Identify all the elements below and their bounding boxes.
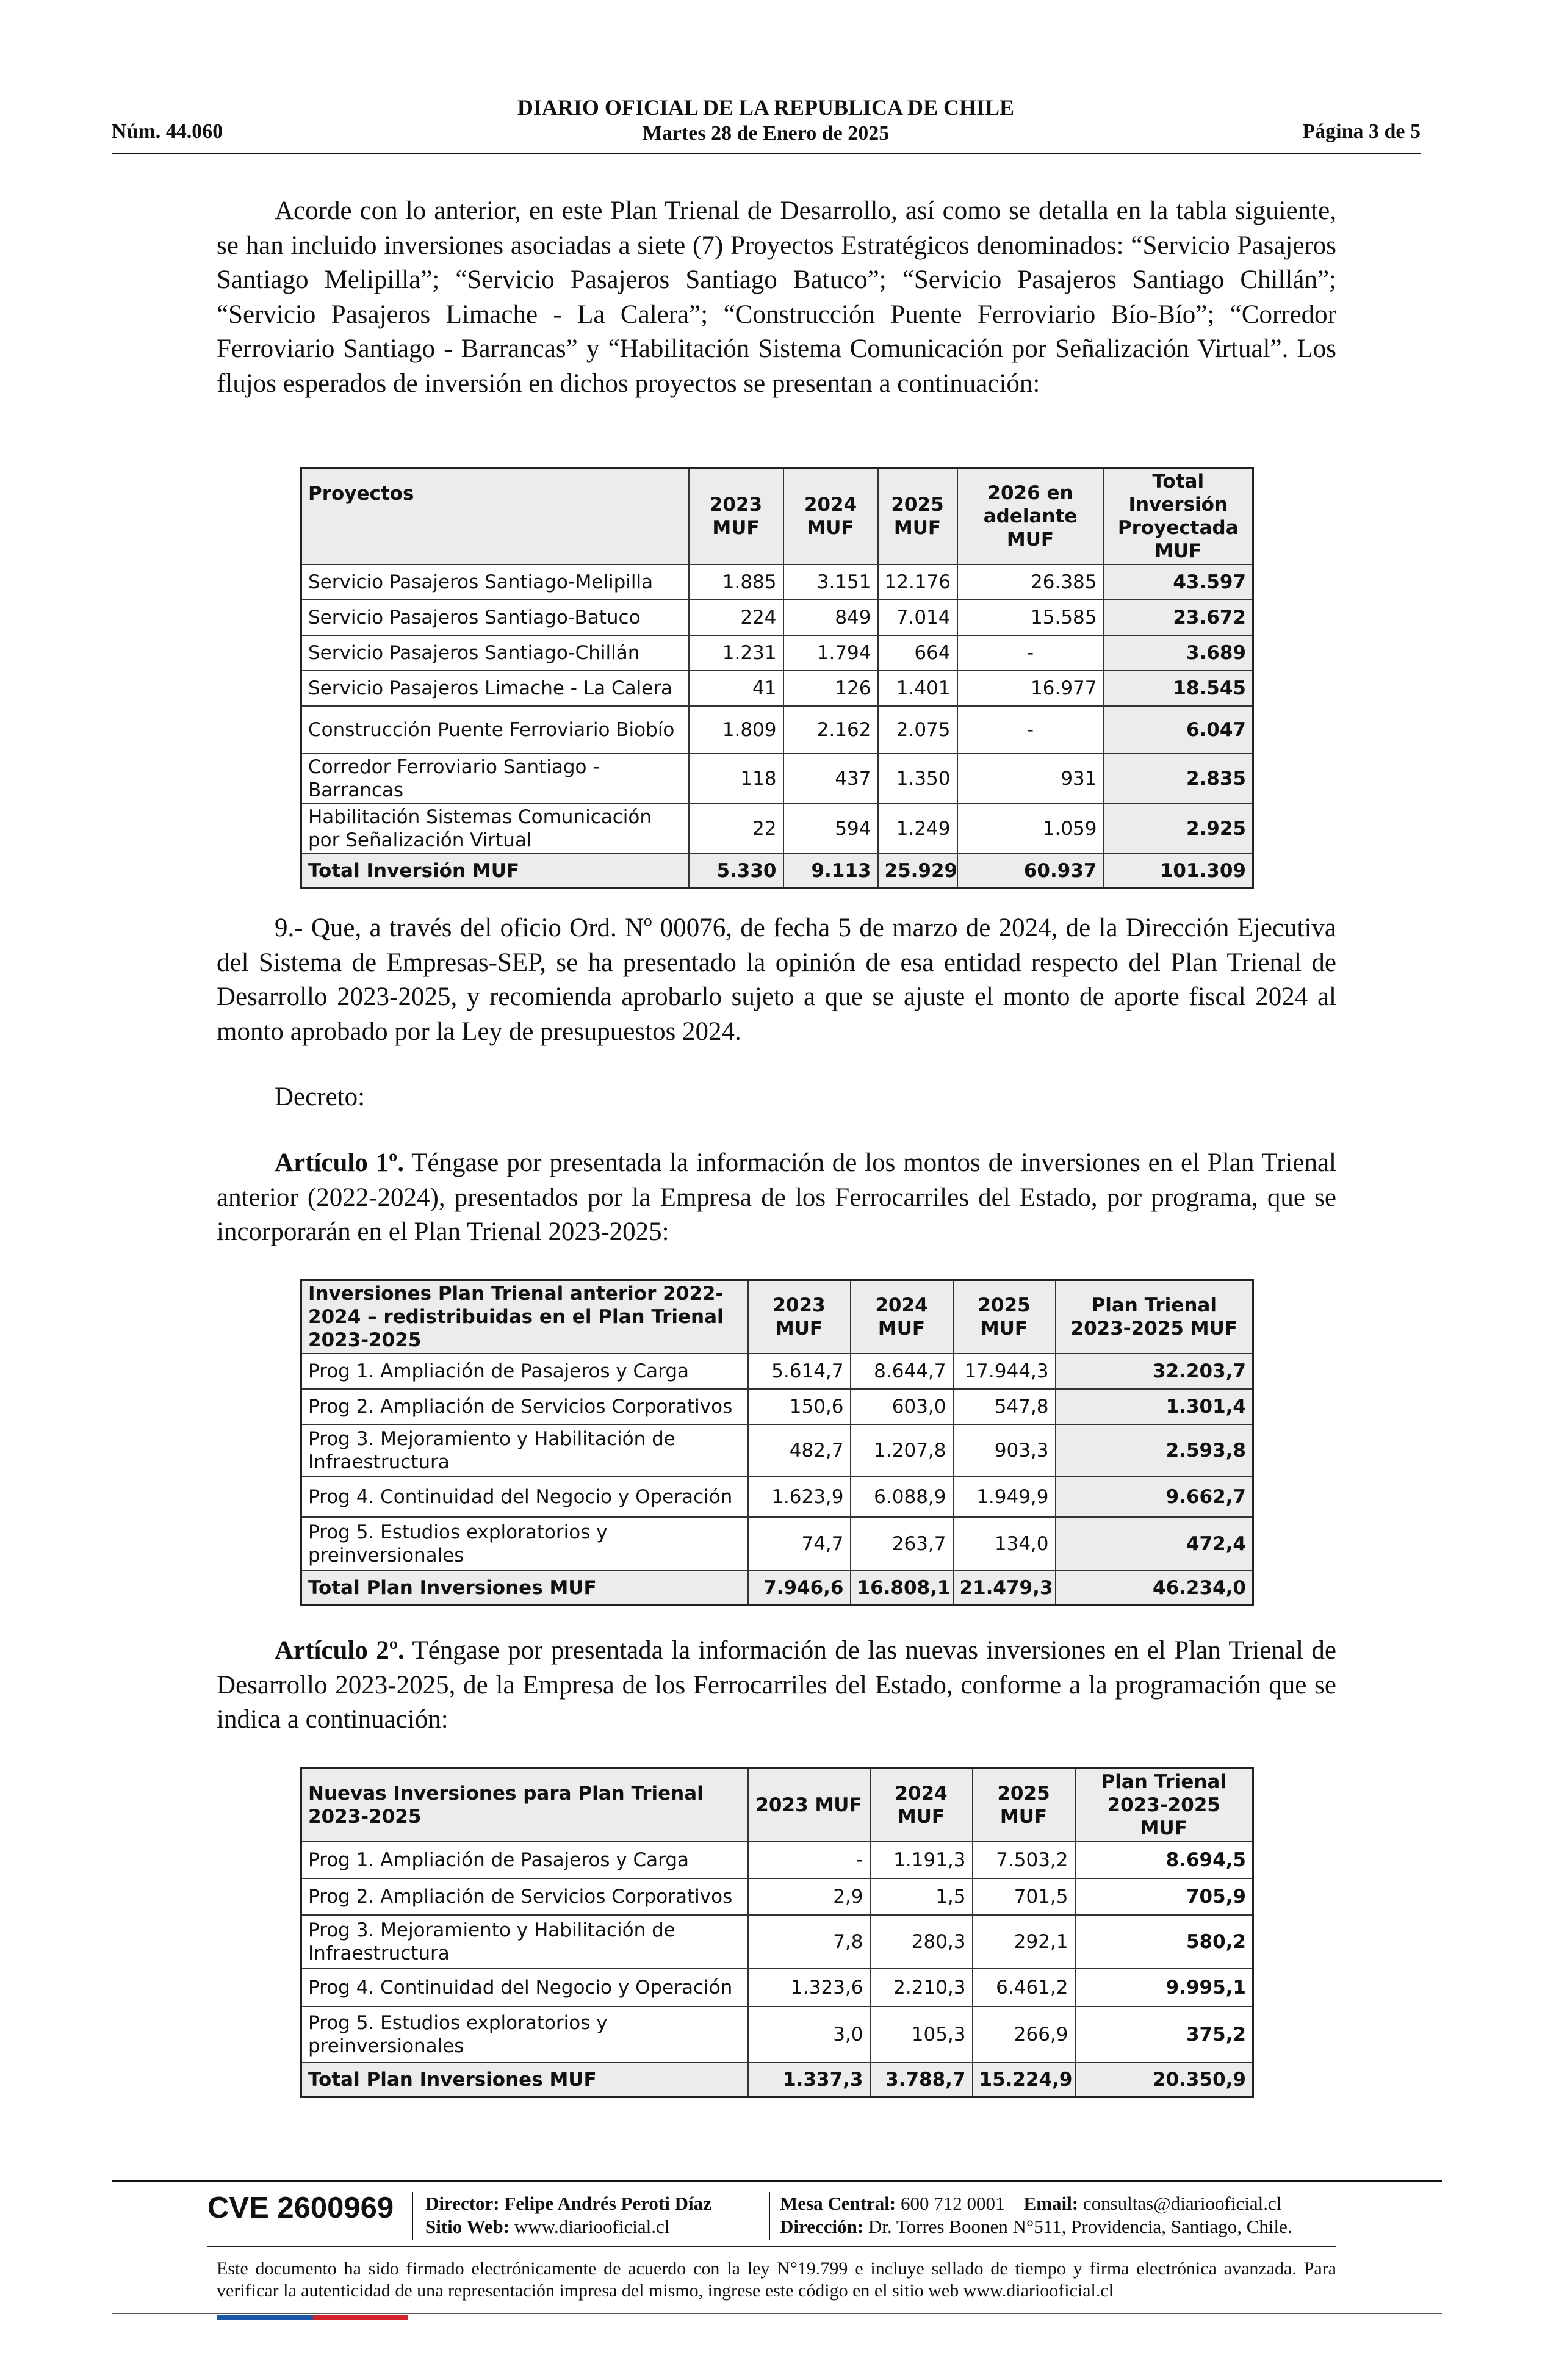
mesa-value: 600 712 0001 [896, 2193, 1005, 2214]
cell-value: 16.977 [957, 671, 1104, 706]
table-row [301, 2007, 1253, 2063]
table-row [301, 804, 1253, 854]
cell-value: 134,0 [953, 1517, 1056, 1571]
table-row [301, 671, 1253, 706]
article-2 [217, 1634, 1336, 1737]
row-total: 9.995,1 [1075, 1969, 1253, 2007]
table-row [301, 754, 1253, 804]
row-total: 43.597 [1104, 564, 1253, 600]
row-total: 3.689 [1104, 635, 1253, 671]
table-header-row [301, 1769, 1253, 1842]
cell-value: 664 [878, 635, 957, 671]
newspaper-title: DIARIO OFICIAL DE LA REPUBLICA DE CHILE [517, 95, 1015, 120]
issue-date: Martes 28 de Enero de 2025 [642, 122, 890, 145]
footer-website [425, 2215, 711, 2238]
total-value: 9.113 [783, 854, 878, 888]
program-name: Prog 1. Ampliación de Pasajeros y Carga [301, 1354, 748, 1389]
total-label: Total Plan Inversiones MUF [301, 2063, 748, 2097]
header-divider [112, 153, 1421, 154]
cell-value: 126 [783, 671, 878, 706]
total-label: Total Plan Inversiones MUF [301, 1571, 748, 1605]
column-header: 2024 MUF [783, 468, 878, 565]
footer-phone-email [780, 2192, 1292, 2215]
cell-value: 1.794 [783, 635, 878, 671]
table-row [301, 1969, 1253, 2007]
cell-value: 8.644,7 [851, 1354, 953, 1389]
cell-value: 547,8 [953, 1389, 1056, 1424]
cell-value: 41 [689, 671, 783, 706]
project-name: Construcción Puente Ferroviario Biobío [301, 706, 689, 754]
row-total: 375,2 [1075, 2007, 1253, 2063]
cell-value: 263,7 [851, 1517, 953, 1571]
flag-stripe-blue [217, 2315, 313, 2320]
cell-value: 1.191,3 [870, 1842, 973, 1878]
cell-value: 1.231 [689, 635, 783, 671]
table-total-row [301, 1571, 1253, 1605]
row-total: 6.047 [1104, 706, 1253, 754]
program-name: Prog 5. Estudios exploratorios y preinversionales [301, 1517, 748, 1571]
cell-value: 1.623,9 [748, 1477, 851, 1517]
program-name: Prog 3. Mejoramiento y Habilitación de Infraestructura [301, 1424, 748, 1477]
strategic-projects-table [300, 467, 1254, 889]
table-row [301, 1517, 1253, 1571]
cell-value: 482,7 [748, 1424, 851, 1477]
email-link[interactable]: consultas@diariooficial.cl [1078, 2193, 1282, 2214]
address-label: Dirección: [780, 2216, 864, 2237]
total-value: 15.224,9 [973, 2063, 1075, 2097]
mesa-label: Mesa Central: [780, 2193, 896, 2214]
cell-value: 7.014 [878, 600, 957, 635]
row-total: 9.662,7 [1056, 1477, 1253, 1517]
column-header: 2025 MUF [878, 468, 957, 565]
column-header: 2023 MUF [748, 1280, 851, 1354]
row-total: 1.301,4 [1056, 1389, 1253, 1424]
row-total: 2.925 [1104, 804, 1253, 854]
table-row [301, 1878, 1253, 1915]
table-total-row [301, 2063, 1253, 2097]
column-header: 2025 MUF [953, 1280, 1056, 1354]
table-row [301, 706, 1253, 754]
cell-value: 1.350 [878, 754, 957, 804]
cell-value: 5.614,7 [748, 1354, 851, 1389]
cell-value: 105,3 [870, 2007, 973, 2063]
cell-value: 7,8 [748, 1915, 870, 1969]
footer-divider [207, 2246, 1336, 2247]
cell-value: 701,5 [973, 1878, 1075, 1915]
total-label: Total Inversión MUF [301, 854, 689, 888]
article-2-label: Artículo 2º. [275, 1636, 405, 1665]
cell-value: 849 [783, 600, 878, 635]
column-header: 2023 MUF [748, 1769, 870, 1842]
table-row [301, 564, 1253, 600]
cell-value: 26.385 [957, 564, 1104, 600]
cell-value: 603,0 [851, 1389, 953, 1424]
cell-value: 2,9 [748, 1878, 870, 1915]
cell-value: 74,7 [748, 1517, 851, 1571]
article-1 [217, 1146, 1336, 1250]
cell-value: 1.207,8 [851, 1424, 953, 1477]
project-name: Servicio Pasajeros Limache - La Calera [301, 671, 689, 706]
cell-value: 15.585 [957, 600, 1104, 635]
cell-value: 437 [783, 754, 878, 804]
website-link[interactable]: www.diariooficial.cl [510, 2216, 670, 2237]
page-number: Página 3 de 5 [1302, 120, 1421, 143]
project-name: Servicio Pasajeros Santiago-Chillán [301, 635, 689, 671]
table-row [301, 1477, 1253, 1517]
cell-value: 1.249 [878, 804, 957, 854]
cell-value: 1.059 [957, 804, 1104, 854]
cell-value: 931 [957, 754, 1104, 804]
footer-director [425, 2192, 711, 2215]
row-total: 580,2 [1075, 1915, 1253, 1969]
table-row [301, 635, 1253, 671]
cell-value: 1.885 [689, 564, 783, 600]
column-header: Nuevas Inversiones para Plan Trienal 2023-2025 [301, 1769, 748, 1842]
table-row [301, 1915, 1253, 1969]
cell-value: 903,3 [953, 1424, 1056, 1477]
article-1-text: Téngase por presentada la información de los montos de inversiones en el Plan Trienal anterior (2022-2024), presentados por la Empresa de los Ferrocarriles del Estado, por programa, que se incorporarán en el Plan Trienal 2023-2025: [217, 1149, 1336, 1246]
total-value: 60.937 [957, 854, 1104, 888]
column-header: 2024 MUF [851, 1280, 953, 1354]
program-name: Prog 1. Ampliación de Pasajeros y Carga [301, 1842, 748, 1878]
total-value: 3.788,7 [870, 2063, 973, 2097]
cell-value: 6.088,9 [851, 1477, 953, 1517]
cell-value: 7.503,2 [973, 1842, 1075, 1878]
project-name: Corredor Ferroviario Santiago - Barrancas [301, 754, 689, 804]
cell-value: 2.210,3 [870, 1969, 973, 2007]
table-row [301, 1389, 1253, 1424]
cell-value: - [748, 1842, 870, 1878]
row-total: 18.545 [1104, 671, 1253, 706]
article-1-label: Artículo 1º. [275, 1149, 405, 1177]
total-value: 1.337,3 [748, 2063, 870, 2097]
cell-value: - [957, 706, 1104, 754]
total-value: 7.946,6 [748, 1571, 851, 1605]
column-header: Total Inversión Proyectada MUF [1104, 468, 1253, 565]
program-name: Prog 2. Ampliación de Servicios Corporativos [301, 1389, 748, 1424]
issue-number: Núm. 44.060 [112, 120, 223, 143]
row-total: 8.694,5 [1075, 1842, 1253, 1878]
intro-paragraph: Acorde con lo anterior, en este Plan Trienal de Desarrollo, así como se detalla en la tabla siguiente, se han incluido inversiones asociadas a siete (7) Proyectos Estratégicos denominados: “Servicio Pasajeros Santiago Melipilla”; “Servicio Pasajeros Santiago Batuco”; “Servicio Pasajeros Santiago Chillán”; “Servicio Pasajeros Limache - La Calera”; “Construcción Puente Ferroviario Bío-Bío”; “Corredor Ferroviario Santiago - Barrancas” y “Habilitación Sistema Comunicación por Señalización Virtual”. Los flujos esperados de inversión en dichos proyectos se presentan a continuación: [217, 197, 1336, 398]
cell-value: 2.075 [878, 706, 957, 754]
footer-bottom-rule [112, 2313, 1442, 2314]
table-row [301, 600, 1253, 635]
previous-plan-investments-table [300, 1279, 1254, 1606]
table-header-row [301, 1280, 1253, 1354]
cell-value: 150,6 [748, 1389, 851, 1424]
total-value: 46.234,0 [1056, 1571, 1253, 1605]
column-header: Plan Trienal 2023-2025 MUF [1075, 1769, 1253, 1842]
website-label: Sitio Web: [425, 2216, 510, 2237]
cell-value: 1,5 [870, 1878, 973, 1915]
cve-code: CVE 2600969 [207, 2191, 394, 2224]
program-name: Prog 4. Continuidad del Negocio y Operación [301, 1969, 748, 2007]
new-investments-table [300, 1767, 1254, 2098]
column-header: 2025 MUF [973, 1769, 1075, 1842]
table-total-row [301, 854, 1253, 888]
address-value: Dr. Torres Boonen N°511, Providencia, Santiago, Chile. [863, 2216, 1292, 2237]
footer-separator [412, 2192, 413, 2240]
row-total: 705,9 [1075, 1878, 1253, 1915]
footer-director-block [425, 2192, 711, 2238]
director-name: Felipe Andrés Peroti Díaz [499, 2193, 711, 2214]
cell-value: 2.162 [783, 706, 878, 754]
total-value: 21.479,3 [953, 1571, 1056, 1605]
column-header: 2023 MUF [689, 468, 783, 565]
program-name: Prog 2. Ampliación de Servicios Corporativos [301, 1878, 748, 1915]
legal-notice: Este documento ha sido firmado electrónicamente de acuerdo con la ley N°19.799 e incluye sellado de tiempo y firma electrónica avanzada. Para verificar la autenticidad de una representación impresa del mismo, ingrese este código en el sitio web www.diariooficial.cl [217, 2259, 1336, 2301]
total-value: 20.350,9 [1075, 2063, 1253, 2097]
total-value: 25.929 [878, 854, 957, 888]
flag-stripe-red [313, 2315, 408, 2320]
table-row [301, 1842, 1253, 1878]
row-total: 2.835 [1104, 754, 1253, 804]
footer-divider [112, 2180, 1442, 2182]
cell-value: 280,3 [870, 1915, 973, 1969]
column-header: 2026 en adelante MUF [957, 468, 1104, 565]
program-name: Prog 3. Mejoramiento y Habilitación de Infraestructura [301, 1915, 748, 1969]
program-name: Prog 4. Continuidad del Negocio y Operación [301, 1477, 748, 1517]
article-2-text: Téngase por presentada la información de las nuevas inversiones en el Plan Trienal de Desarrollo 2023-2025, de la Empresa de los Ferrocarriles del Estado, conforme a la programación que se indica a continuación: [217, 1636, 1336, 1734]
row-total: 23.672 [1104, 600, 1253, 635]
cell-value: 1.809 [689, 706, 783, 754]
email-label: Email: [1023, 2193, 1079, 2214]
cell-value: 3.151 [783, 564, 878, 600]
total-value: 101.309 [1104, 854, 1253, 888]
row-total: 472,4 [1056, 1517, 1253, 1571]
table-header-row [301, 468, 1253, 565]
paragraph-9: 9.- Que, a través del oficio Ord. Nº 00076, de fecha 5 de marzo de 2024, de la Dirección Ejecutiva del Sistema de Empresas-SEP, se ha presentado la opinión de esa entidad respecto del Plan Trienal de Desarrollo 2023-2025, y recomienda aprobarlo sujeto a que se ajuste el monto de aporte fiscal 2024 al monto aprobado por la Ley de presupuestos 2024. [217, 914, 1336, 1046]
cell-value: 224 [689, 600, 783, 635]
cell-value: 292,1 [973, 1915, 1075, 1969]
cell-value: 3,0 [748, 2007, 870, 2063]
program-name: Prog 5. Estudios exploratorios y preinversionales [301, 2007, 748, 2063]
table-row [301, 1424, 1253, 1477]
cell-value: 12.176 [878, 564, 957, 600]
director-label: Director: [425, 2193, 500, 2214]
cell-value: 17.944,3 [953, 1354, 1056, 1389]
total-value: 16.808,1 [851, 1571, 953, 1605]
row-total: 32.203,7 [1056, 1354, 1253, 1389]
project-name: Servicio Pasajeros Santiago-Melipilla [301, 564, 689, 600]
table-row [301, 1354, 1253, 1389]
column-header: Inversiones Plan Trienal anterior 2022-2024 – redistribuidas en el Plan Trienal 2023-2025 [301, 1280, 748, 1354]
row-total: 2.593,8 [1056, 1424, 1253, 1477]
cell-value: 6.461,2 [973, 1969, 1075, 2007]
column-header: 2024 MUF [870, 1769, 973, 1842]
footer-address [780, 2215, 1292, 2238]
project-name: Servicio Pasajeros Santiago-Batuco [301, 600, 689, 635]
cell-value: 1.949,9 [953, 1477, 1056, 1517]
cell-value: - [957, 635, 1104, 671]
cell-value: 1.401 [878, 671, 957, 706]
project-name: Habilitación Sistemas Comunicación por Señalización Virtual [301, 804, 689, 854]
cell-value: 118 [689, 754, 783, 804]
cell-value: 22 [689, 804, 783, 854]
total-value: 5.330 [689, 854, 783, 888]
footer-contact-block [780, 2192, 1292, 2238]
decree-heading: Decreto: [275, 1083, 366, 1111]
cell-value: 594 [783, 804, 878, 854]
column-header: Proyectos [301, 468, 689, 565]
column-header: Plan Trienal 2023-2025 MUF [1056, 1280, 1253, 1354]
cell-value: 1.323,6 [748, 1969, 870, 2007]
footer-separator [769, 2192, 770, 2240]
cell-value: 266,9 [973, 2007, 1075, 2063]
